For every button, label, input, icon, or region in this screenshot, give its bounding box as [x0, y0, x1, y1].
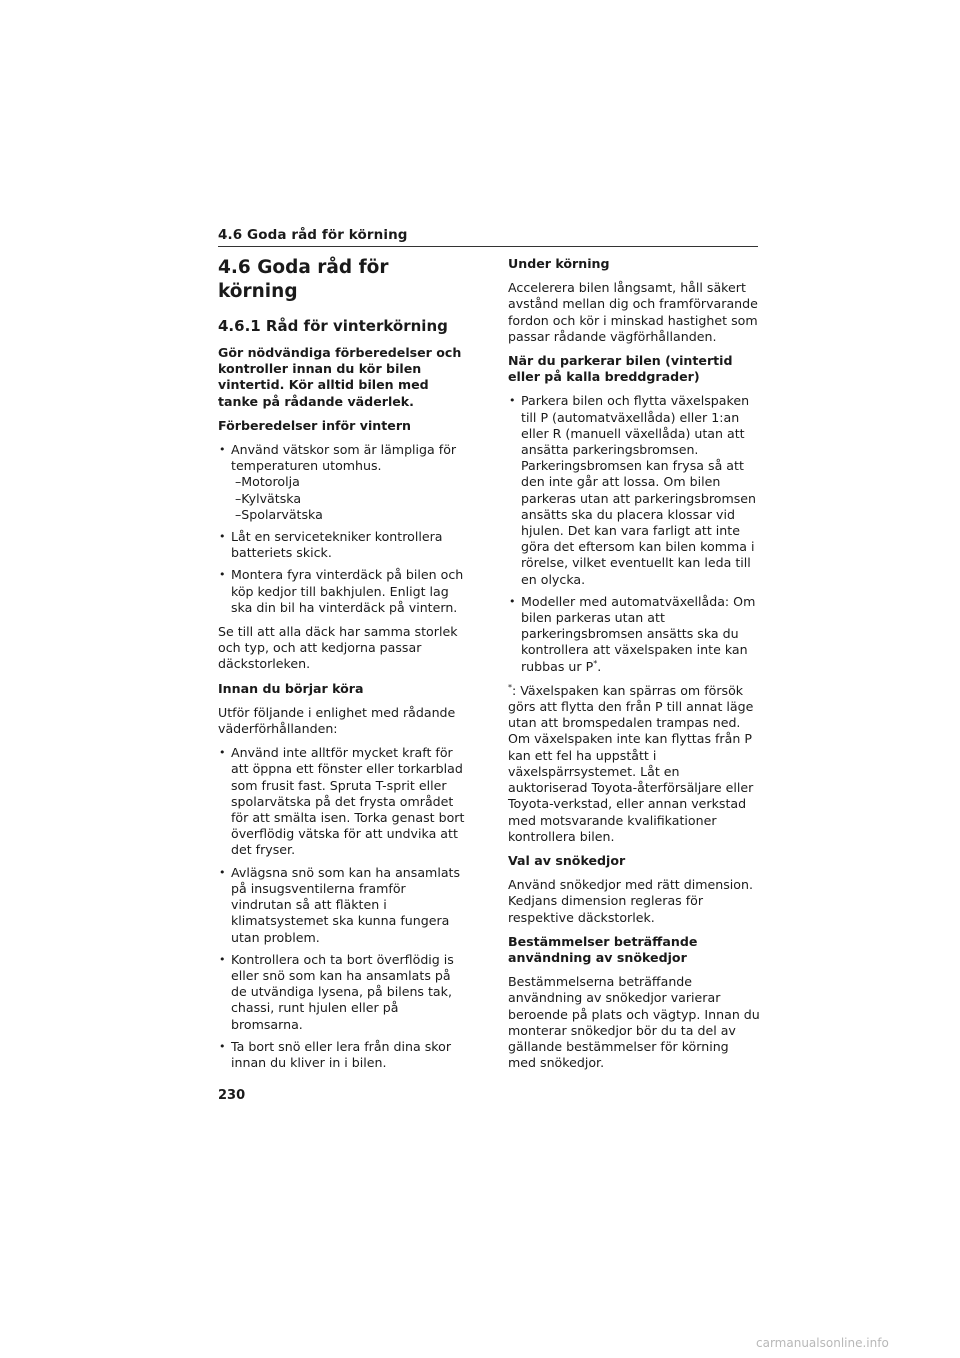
page-number: 230 — [218, 1088, 246, 1103]
list-item — [218, 442, 468, 523]
tyre-paragraph: Se till att alla däck har samma storlek och typ, och att kedjorna passar däckstorleken. — [218, 624, 458, 672]
running-header — [218, 224, 758, 247]
list-item — [508, 594, 760, 675]
footnote-marker: * — [593, 658, 598, 668]
rules-heading: Bestämmelser beträffande användning av snökedjor — [508, 933, 698, 965]
list-item: • Ta bort snö eller lera från dina skor innan du kliver in i bilen. — [218, 1039, 468, 1071]
list-item-text: Modeller med automatväxellåda: Om bilen parkeras utan att parkeringsbromsen ansätts ska du kontrollera att växelspaken inte kan rubbas ur P — [521, 593, 756, 674]
subsection-title: 4.6.1 Råd för vinterkörning — [218, 317, 448, 335]
driving-heading: Under körning — [508, 256, 610, 271]
before-list — [218, 745, 468, 1071]
list-item: • Avlägsna snö som kan ha ansamlats på insugsventilerna framför vindrutan så att fläkten i klimatsystemet ska kunna fungera utan problem. — [218, 865, 468, 946]
list-item: • Låt en servicetekniker kontrollera batteriets skick. — [218, 529, 468, 561]
fluid-item: – Kylvätska — [235, 491, 468, 507]
intro-paragraph: Gör nödvändiga förberedelser och kontroller innan du kör bilen vintertid. Kör alltid bilen med tanke på rådande väderlek. — [218, 345, 462, 409]
running-header-title: 4.6 Goda råd för körning — [218, 227, 408, 243]
section-title: 4.6 Goda råd för körning — [218, 257, 389, 302]
footnote-text: : Växelspaken kan spärras om försök görs att flytta den från P till annat läge utan att bromspedalen trampas ned. Om växelspaken inte kan flyttas från P kan ett fel ha uppstått i växelspärrsystemet. Låt en auktoriserad Toyota-återförsäljare eller Toyota-verkstad, eller annan verkstad med motsvarande kvalifikationer kontrollera bilen. — [508, 682, 754, 844]
fluid-item: – Spolarvätska — [235, 507, 468, 523]
prep-heading: Förberedelser inför vintern — [218, 417, 412, 433]
parking-list — [508, 393, 760, 674]
before-intro: Utför följande i enlighet med rådande väderförhållanden: — [218, 704, 456, 737]
before-heading: Innan du börjar köra — [218, 680, 364, 696]
fluid-list — [231, 474, 468, 523]
prep-list — [218, 442, 468, 616]
footnote-marker: * — [508, 682, 512, 692]
rules-paragraph: Bestämmelserna beträffande användning av snökedjor varierar beroende på plats och vägtyp. Innan du monterar snökedjor bör du ta del av gällande bestämmelser för körning med snökedjor. — [508, 974, 760, 1071]
footnote — [508, 683, 760, 845]
sentence-end: . — [597, 658, 602, 674]
chains-heading: Val av snökedjor — [508, 852, 626, 868]
list-item: • Parkera bilen och flytta växelspaken till P (automatväxellåda) eller 1:an eller R (manuell växellåda) utan att ansätta parkeringsbromsen. Parkeringsbromsen kan frysa så att den inte går att lossa. Om bilen parkeras utan att parkeringsbromsen ansätts ska du placera klossar vid hjulen. Det kan vara farligt att inte göra det eftersom kan bilen komma i rörelse, vilket eventuellt kan leda till en olycka. — [508, 393, 760, 587]
list-item-text: Använd vätskor som är lämpliga för temperaturen utomhus. — [231, 442, 457, 474]
driving-paragraph: Accelerera bilen långsamt, håll säkert avstånd mellan dig och framförvarande fordon och kör i minskad hastighet som passar rådande vägförhållanden. — [508, 280, 758, 344]
chains-paragraph: Använd snökedjor med rätt dimension. Kedjans dimension regleras för respektive däckstorlek. — [508, 877, 753, 925]
list-item: • Montera fyra vinterdäck på bilen och köp kedjor till bakhjulen. Enligt lag ska din bil ha vinterdäck på vintern. — [218, 567, 468, 616]
watermark: carmanualsonline.info — [756, 1336, 889, 1350]
left-column — [218, 256, 468, 1079]
list-item: • Kontrollera och ta bort överflödig is eller snö som kan ha ansamlats på de utvändiga lysena, på bilens tak, chassi, runt hjulen eller på bromsarna. — [218, 952, 468, 1033]
parking-heading: När du parkerar bilen (vintertid eller på kalla breddgrader) — [508, 353, 733, 385]
right-column — [508, 256, 760, 1079]
fluid-item: – Motorolja — [235, 474, 468, 490]
list-item: • Använd inte alltför mycket kraft för att öppna ett fönster eller torkarblad som frusit fast. Spruta T-sprit eller spolarvätska på det frysta området för att smälta isen. Torka genast bort överflödig vätska för att undvika att det fryser. — [218, 745, 468, 858]
